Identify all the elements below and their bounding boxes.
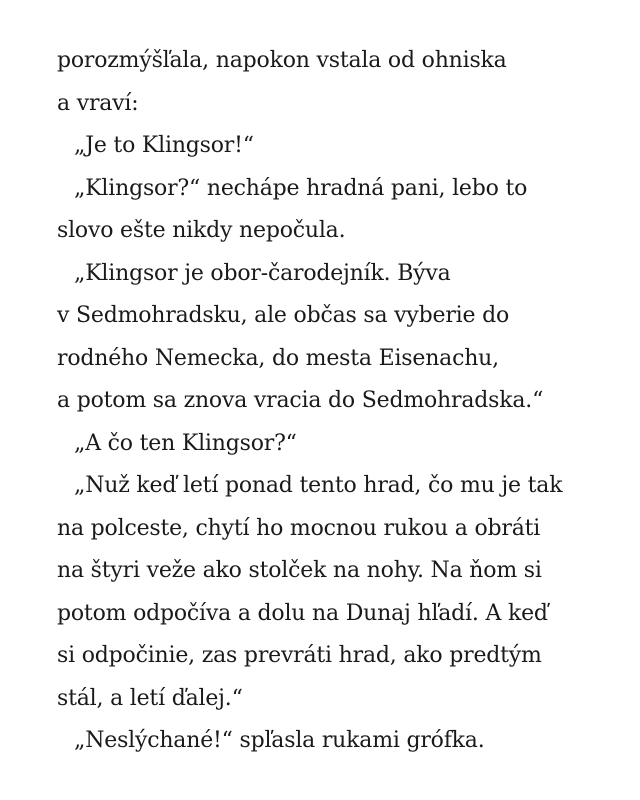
document-text: [57, 40, 617, 763]
text-line-2: a vraví:: [57, 90, 139, 116]
text-line-16: stál, a letí ďalej.“: [57, 685, 243, 711]
text-line-10: „A čo ten Klingsor?“: [74, 430, 297, 456]
text-line-12: na polceste, chytí ho mocnou rukou a obráti: [57, 515, 541, 541]
text-line-14: potom odpočíva a dolu na Dunaj hľadí. A keď: [57, 600, 548, 626]
text-line-9: a potom sa znova vracia do Sedmohradska.“: [57, 388, 544, 413]
text-line-1: porozmýšľala, napokon vstala od ohniska: [57, 48, 507, 73]
text-line-7: v Sedmohradsku, ale občas sa vyberie do: [57, 303, 510, 328]
text-line-3: „Je to Klingsor!“: [74, 133, 254, 158]
text-line-4: „Klingsor?“ nechápe hradná pani, lebo to: [74, 175, 528, 201]
text-line-13: na štyri veže ako stolček na nohy. Na ňom si: [57, 558, 542, 583]
text-line-17: „Neslýchané!“ spľasla rukami grófka.: [74, 728, 485, 753]
text-line-11: „Nuž keď letí ponad tento hrad, čo mu je tak: [74, 473, 563, 498]
text-line-6: „Klingsor je obor-čarodejník. Býva: [74, 260, 451, 286]
text-line-8: rodného Nemecka, do mesta Eisenachu,: [57, 345, 499, 371]
text-line-5: slovo ešte nikdy nepočula.: [57, 218, 346, 243]
text-line-15: si odpočinie, zas prevráti hrad, ako predtým: [57, 643, 542, 668]
